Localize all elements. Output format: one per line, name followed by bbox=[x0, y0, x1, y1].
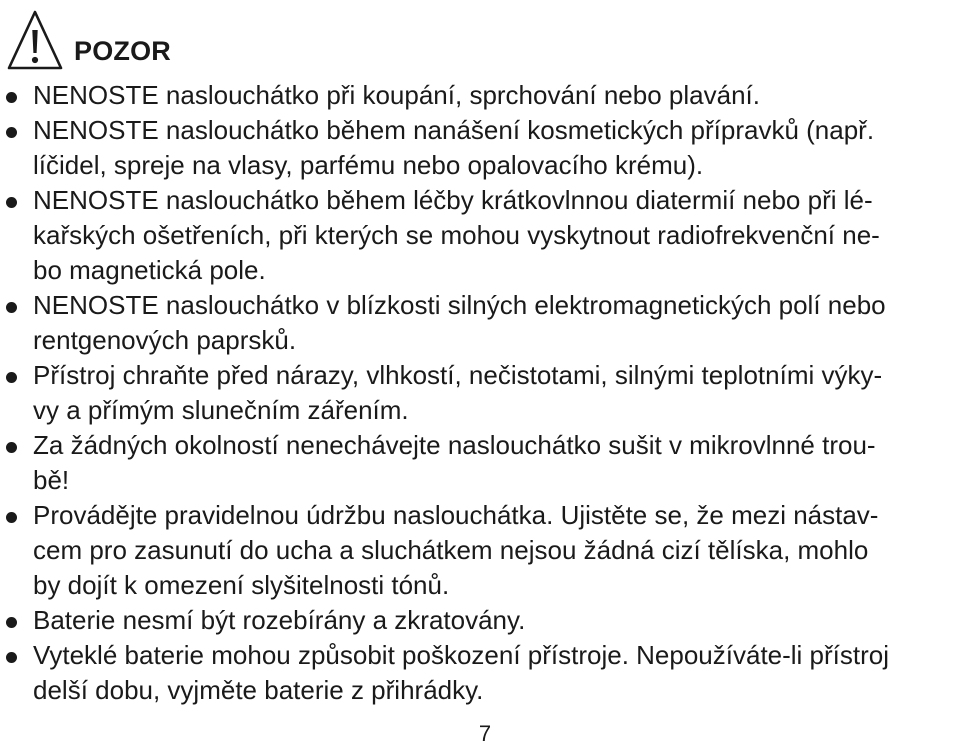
item-text-line: vy a přímým slunečním zářením. bbox=[33, 395, 409, 425]
item-text-line: Vyteklé baterie mohou způsobit poškození přístroje. Nepoužíváte-li přístroj bbox=[33, 640, 890, 670]
list-item bbox=[0, 498, 960, 603]
list-item bbox=[0, 78, 960, 113]
bullet-icon bbox=[6, 512, 17, 523]
item-text-line: Baterie nesmí být rozebírány a zkratovány. bbox=[33, 605, 526, 635]
item-text-line: bě! bbox=[33, 465, 70, 495]
list-item bbox=[0, 288, 960, 358]
item-text-line: kařských ošetřeních, při kterých se mohou vyskytnout radiofrekvenční ne- bbox=[33, 220, 880, 250]
bullet-icon bbox=[6, 617, 17, 628]
item-text-line: delší dobu, vyjměte baterie z přihrádky. bbox=[33, 675, 484, 705]
list-item bbox=[0, 358, 960, 428]
item-text-line: NENOSTE naslouchátko v blízkosti silných elektromagnetických polí nebo bbox=[33, 290, 886, 320]
item-text-line: NENOSTE naslouchátko během léčby krátkovlnnou diatermií nebo při lé- bbox=[33, 185, 873, 215]
item-text-line: bo magnetická pole. bbox=[33, 255, 266, 285]
bullet-icon bbox=[6, 442, 17, 453]
list-item bbox=[0, 183, 960, 288]
list-item bbox=[0, 113, 960, 183]
item-text-line: Přístroj chraňte před nárazy, vlhkostí, nečistotami, silnými teplotními výky- bbox=[33, 360, 883, 390]
bullet-icon bbox=[6, 92, 17, 103]
item-text-line: Za žádných okolností nenechávejte naslouchátko sušit v mikrovlnné trou- bbox=[33, 430, 876, 460]
bullet-icon bbox=[6, 652, 17, 663]
item-text-line: rentgenových paprsků. bbox=[33, 325, 297, 355]
page-number: 7 bbox=[478, 721, 492, 746]
item-text-line: Provádějte pravidelnou údržbu naslouchátka. Ujistěte se, že mezi nástav- bbox=[33, 500, 879, 530]
list-item bbox=[0, 428, 960, 498]
item-text-line: NENOSTE naslouchátko při koupání, sprchování nebo plavání. bbox=[33, 80, 760, 110]
bullet-icon bbox=[6, 372, 17, 383]
bullet-icon bbox=[6, 127, 17, 138]
item-text-line: líčidel, spreje na vlasy, parfému nebo opalovacího krému). bbox=[33, 150, 704, 180]
list-item bbox=[0, 603, 960, 638]
bullet-icon bbox=[6, 197, 17, 208]
list-item bbox=[0, 638, 960, 708]
warning-triangle-icon bbox=[6, 9, 64, 71]
warning-title: POZOR bbox=[74, 35, 172, 66]
bullet-icon bbox=[6, 302, 17, 313]
warning-header bbox=[6, 4, 171, 76]
item-text-line: NENOSTE naslouchátko během nanášení kosmetických přípravků (např. bbox=[33, 115, 875, 145]
item-text-line: by dojít k omezení slyšitelnosti tónů. bbox=[33, 570, 450, 600]
warning-list bbox=[0, 78, 960, 708]
item-text-line: cem pro zasunutí do ucha a sluchátkem nejsou žádná cizí tělíska, mohlo bbox=[33, 535, 869, 565]
